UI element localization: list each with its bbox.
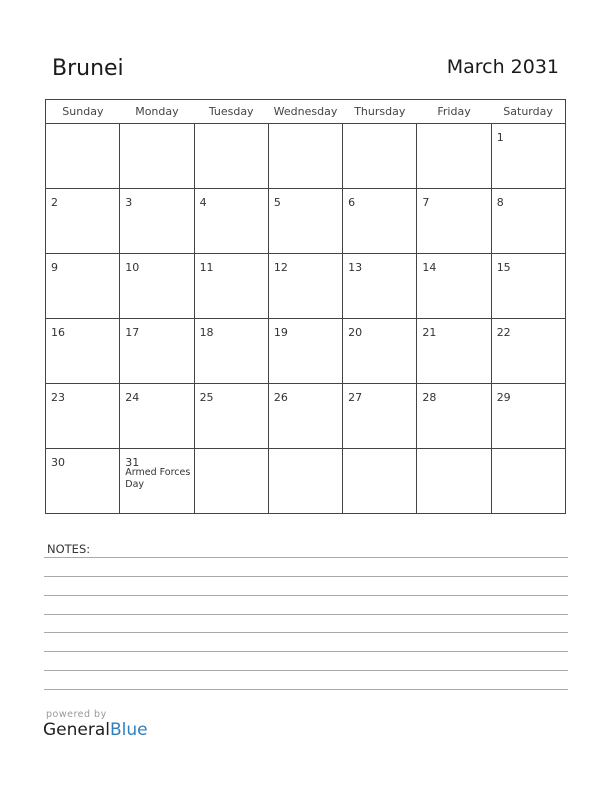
day-number: 31 (125, 456, 140, 469)
note-line (44, 576, 568, 577)
day-cell (417, 384, 491, 449)
day-number: 27 (348, 391, 363, 404)
day-cell (268, 319, 342, 384)
note-line (44, 632, 568, 633)
note-line (44, 557, 568, 558)
day-cell (120, 384, 194, 449)
weekday-thursday: Thursday (343, 100, 417, 124)
day-cell (343, 124, 417, 189)
week-row (46, 319, 566, 384)
note-line (44, 689, 568, 690)
holiday-label: Armed Forces Day (125, 467, 191, 490)
note-line (44, 595, 568, 596)
day-cell (268, 254, 342, 319)
weekday-friday: Friday (417, 100, 491, 124)
week-row (46, 449, 566, 514)
day-cell (46, 319, 120, 384)
calendar-grid (45, 99, 566, 514)
logo-general-text: General (43, 720, 110, 740)
day-number: 11 (199, 261, 214, 274)
week-row (46, 124, 566, 189)
day-cell (491, 124, 565, 189)
day-number: 19 (273, 326, 288, 339)
day-number: 15 (496, 261, 511, 274)
day-cell (343, 449, 417, 514)
day-number: 12 (273, 261, 288, 274)
day-cell (120, 319, 194, 384)
day-cell (120, 254, 194, 319)
day-cell (120, 449, 194, 514)
country-title: Brunei (52, 56, 124, 81)
calendar-body (46, 124, 566, 514)
month-title: March 2031 (446, 56, 559, 78)
day-cell (46, 124, 120, 189)
day-number: 16 (51, 326, 65, 339)
day-number: 6 (348, 196, 356, 209)
day-number: 30 (51, 456, 65, 469)
day-number: 24 (125, 391, 140, 404)
weekday-tuesday: Tuesday (194, 100, 268, 124)
day-number: 23 (51, 391, 65, 404)
day-number: 28 (422, 391, 437, 404)
day-cell (417, 189, 491, 254)
day-cell (417, 449, 491, 514)
day-number: 4 (199, 196, 207, 209)
day-number: 25 (199, 391, 214, 404)
day-number: 2 (51, 196, 58, 209)
note-line (44, 670, 568, 671)
day-cell (343, 384, 417, 449)
note-line (44, 614, 568, 615)
day-number: 5 (273, 196, 281, 209)
day-cell (268, 124, 342, 189)
notes-label: NOTES: (47, 542, 91, 556)
weekday-wednesday: Wednesday (268, 100, 342, 124)
day-cell (417, 319, 491, 384)
day-number: 29 (496, 391, 511, 404)
weekday-header-row (46, 100, 566, 124)
day-number: 20 (348, 326, 363, 339)
day-cell (491, 384, 565, 449)
powered-by-label: powered by (46, 709, 107, 720)
day-cell (343, 254, 417, 319)
day-cell (46, 189, 120, 254)
day-cell (120, 189, 194, 254)
day-cell (491, 449, 565, 514)
generalblue-logo (43, 720, 148, 740)
day-cell (194, 189, 268, 254)
day-number: 1 (496, 131, 504, 144)
day-cell (491, 189, 565, 254)
day-number: 22 (496, 326, 511, 339)
day-cell (46, 384, 120, 449)
week-row (46, 189, 566, 254)
week-row (46, 254, 566, 319)
week-row (46, 384, 566, 449)
day-cell (194, 124, 268, 189)
day-cell (194, 384, 268, 449)
day-cell (343, 319, 417, 384)
day-number: 26 (273, 391, 288, 404)
day-number: 9 (51, 261, 58, 274)
logo-blue-text: Blue (110, 720, 148, 740)
day-number: 8 (496, 196, 504, 209)
day-cell (268, 449, 342, 514)
day-cell (194, 449, 268, 514)
day-number: 3 (125, 196, 133, 209)
day-cell (491, 254, 565, 319)
day-number: 7 (422, 196, 430, 209)
weekday-saturday: Saturday (491, 100, 565, 124)
note-line (44, 651, 568, 652)
day-cell (417, 124, 491, 189)
day-cell (268, 384, 342, 449)
day-cell (343, 189, 417, 254)
day-number: 14 (422, 261, 437, 274)
weekday-monday: Monday (120, 100, 194, 124)
day-number: 13 (348, 261, 363, 274)
day-number: 17 (125, 326, 140, 339)
day-cell (194, 254, 268, 319)
day-cell (491, 319, 565, 384)
day-cell (120, 124, 194, 189)
day-number: 10 (125, 261, 140, 274)
day-number: 18 (199, 326, 214, 339)
day-cell (46, 449, 120, 514)
day-cell (194, 319, 268, 384)
day-cell (268, 189, 342, 254)
day-cell (46, 254, 120, 319)
day-number: 21 (422, 326, 437, 339)
weekday-sunday: Sunday (46, 100, 120, 124)
day-cell (417, 254, 491, 319)
